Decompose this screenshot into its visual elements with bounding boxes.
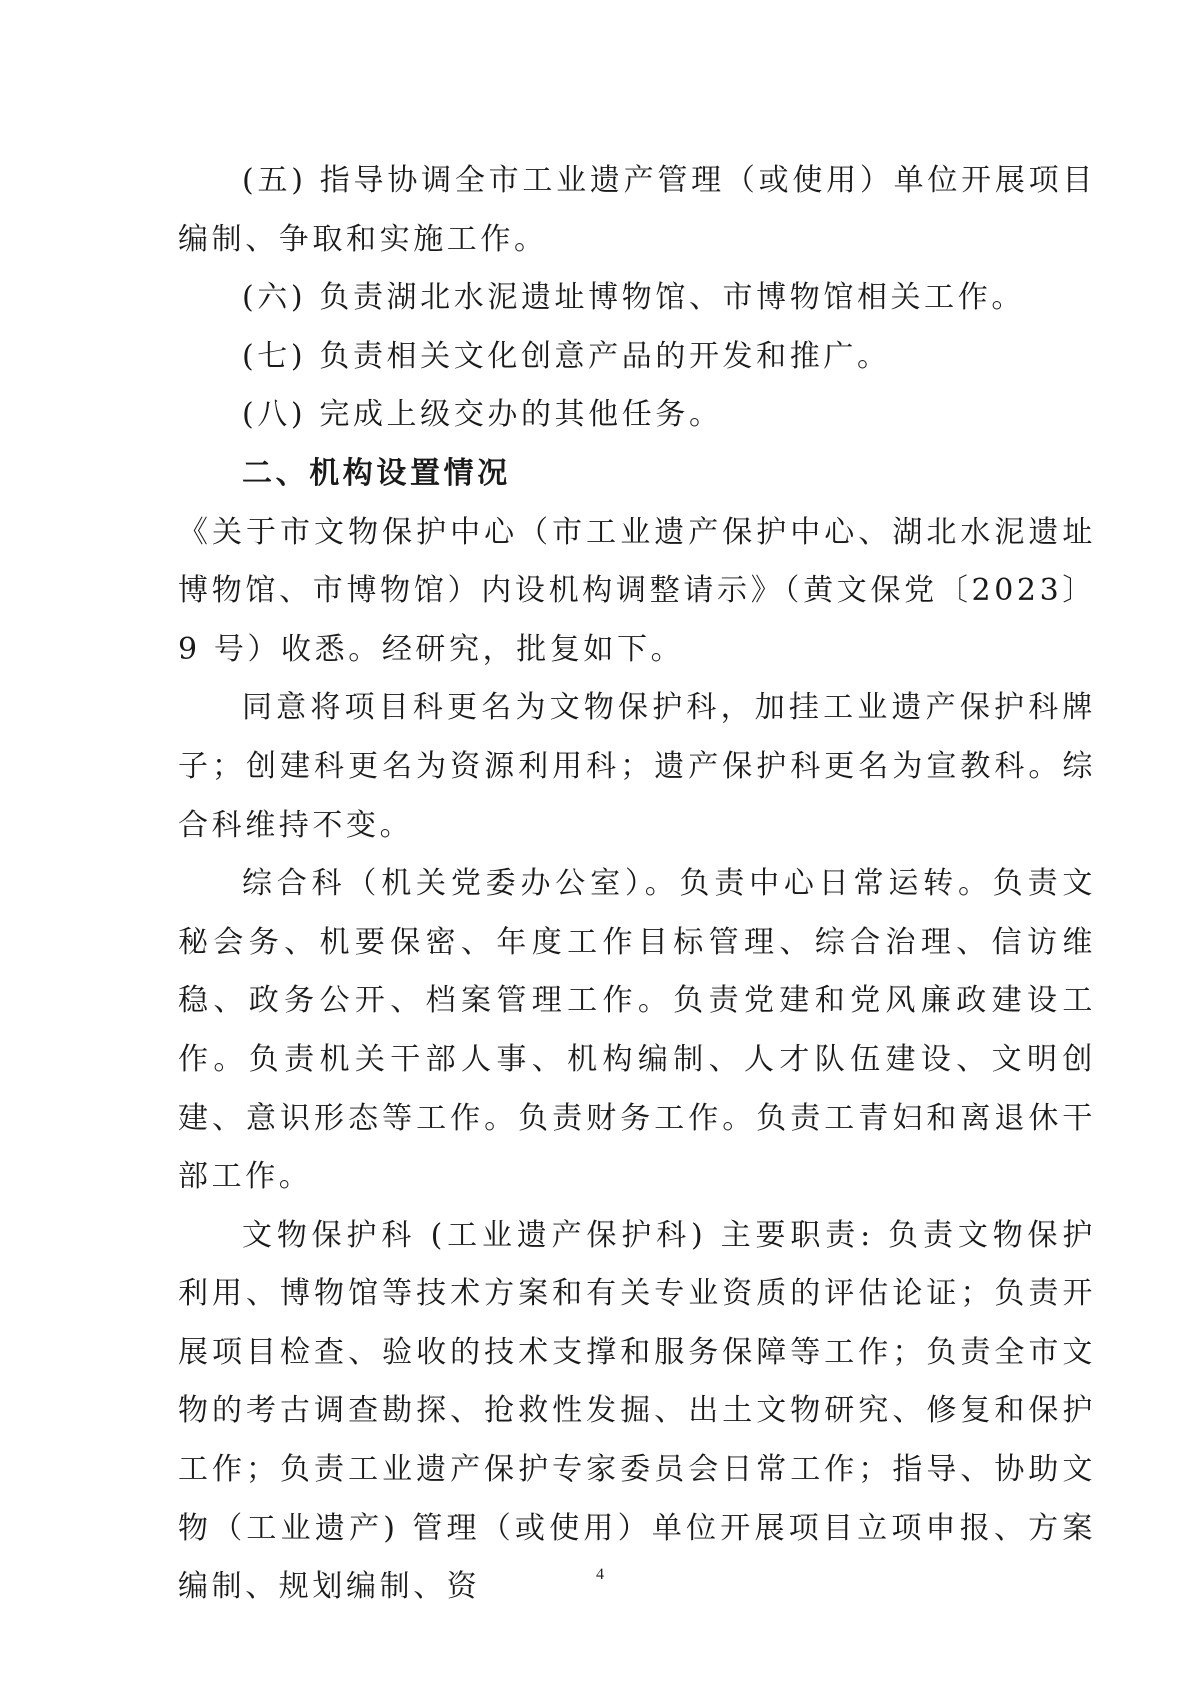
- page-number: 4: [596, 1566, 604, 1583]
- document-body: [178, 152, 1096, 1617]
- list-item-7: (七) 负责相关文化创意产品的开发和推广。: [242, 338, 891, 374]
- list-item-6: (六) 负责湖北水泥遗址博物馆、市博物馆相关工作。: [242, 280, 1025, 316]
- list-item-5: (五) 指导协调全市工业遗产管理（或使用）单位开展项目编制、争取和实施工作。: [178, 163, 1096, 257]
- list-item-8: (八) 完成上级交办的其他任务。: [242, 397, 723, 433]
- section-heading: 二、机构设置情况: [242, 455, 511, 491]
- general-office-paragraph: 综合科（机关党委办公室）。负责中心日常运转。负责文秘会务、机要保密、年度工作目标管理、综合治理、信访维稳、政务公开、档案管理工作。负责党建和党风廉政建设工作。负责机关干部人事、机构编制、人才队伍建设、文明创建、意识形态等工作。负责财务工作。负责工青妇和离退休干部工作。: [178, 866, 1096, 1195]
- heritage-protection-paragraph: 文物保护科 (工业遗产保护科) 主要职责: 负责文物保护利用、博物馆等技术方案和有关专业资质的评估论证；负责开展项目检查、验收的技术支撑和服务保障等工作；负责全市文物的考古调查勘探、抢救性发掘、出土文物研究、修复和保护工作；负责工业遗产保护专家委员会日常工作；指导、协助文物（工业遗产) 管理（或使用）单位开展项目立项申报、方案编制、规划编制、资: [178, 1217, 1096, 1605]
- reply-intro-paragraph: 《关于市文物保护中心（市工业遗产保护中心、湖北水泥遗址博物馆、市博物馆）内设机构调整请示》（黄文保党〔2023〕9 号）收悉。经研究，批复如下。: [178, 514, 1096, 667]
- approval-paragraph: 同意将项目科更名为文物保护科，加挂工业遗产保护科牌子；创建科更名为资源利用科；遗产保护科更名为宣教科。综合科维持不变。: [178, 690, 1096, 843]
